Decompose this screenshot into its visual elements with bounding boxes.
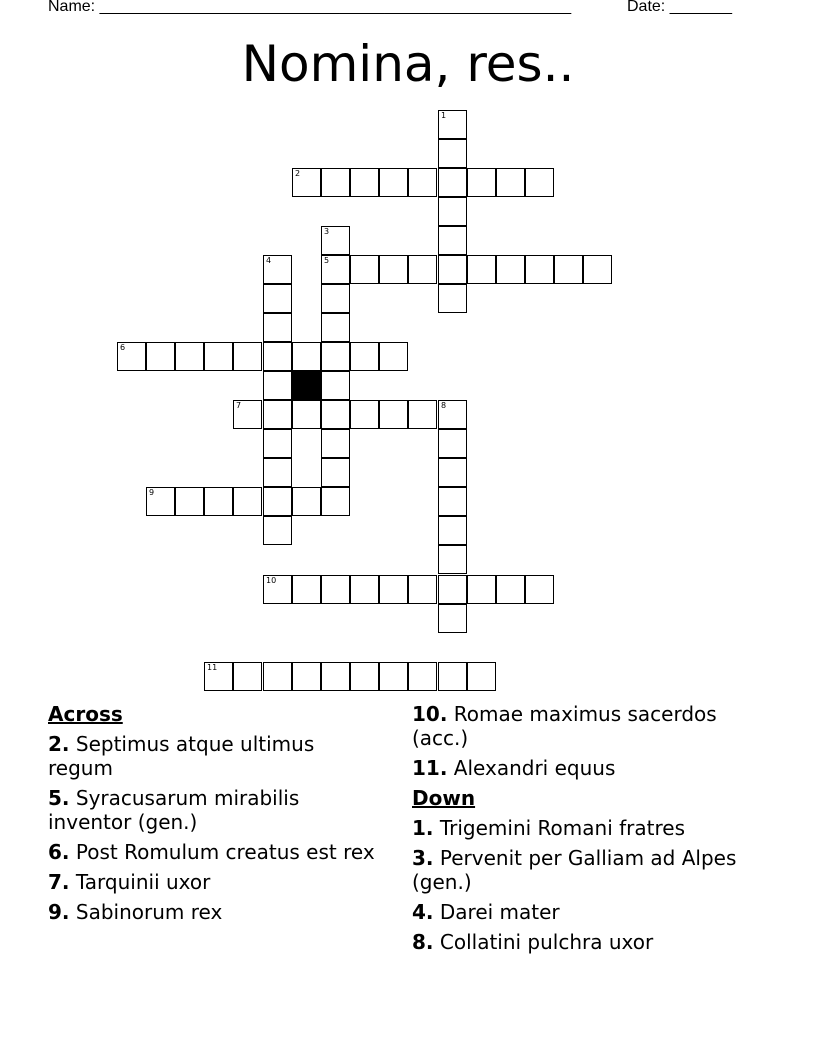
- grid-cell[interactable]: [438, 255, 467, 284]
- grid-cell-5[interactable]: [321, 255, 350, 284]
- grid-cell[interactable]: [379, 342, 408, 371]
- grid-cell[interactable]: [408, 400, 437, 429]
- grid-cell[interactable]: [438, 139, 467, 168]
- grid-cell[interactable]: [438, 604, 467, 633]
- clue-number: 6: [120, 343, 126, 352]
- grid-cell[interactable]: [321, 168, 350, 197]
- grid-cell[interactable]: [496, 255, 525, 284]
- grid-cell[interactable]: [263, 662, 292, 691]
- grid-cell[interactable]: [438, 487, 467, 516]
- grid-block: [292, 371, 321, 400]
- grid-cell[interactable]: [263, 342, 292, 371]
- grid-cell[interactable]: [321, 575, 350, 604]
- clues-column-right: [412, 702, 772, 960]
- grid-cell[interactable]: [467, 662, 496, 691]
- down-heading: Down: [412, 786, 476, 810]
- grid-cell-7[interactable]: [233, 400, 262, 429]
- grid-cell[interactable]: [350, 342, 379, 371]
- grid-cell-2[interactable]: [292, 168, 321, 197]
- grid-cell[interactable]: [321, 371, 350, 400]
- clue-down-4: 4. Darei mater: [412, 900, 560, 924]
- grid-cell-6[interactable]: [117, 342, 146, 371]
- grid-cell[interactable]: [263, 313, 292, 342]
- grid-cell[interactable]: [379, 662, 408, 691]
- grid-cell[interactable]: [321, 284, 350, 313]
- grid-cell[interactable]: [233, 662, 262, 691]
- grid-cell[interactable]: [408, 662, 437, 691]
- grid-cell[interactable]: [438, 516, 467, 545]
- grid-cell[interactable]: [263, 400, 292, 429]
- grid-cell[interactable]: [525, 575, 554, 604]
- clue-down-1: 1. Trigemini Romani fratres: [412, 816, 685, 840]
- grid-cell[interactable]: [175, 487, 204, 516]
- clue-across-11: 11. Alexandri equus: [412, 756, 616, 780]
- grid-cell[interactable]: [321, 487, 350, 516]
- clue-number: 10: [266, 576, 277, 585]
- grid-cell[interactable]: [263, 371, 292, 400]
- grid-cell[interactable]: [321, 458, 350, 487]
- grid-cell[interactable]: [408, 255, 437, 284]
- grid-cell[interactable]: [525, 168, 554, 197]
- grid-cell[interactable]: [379, 400, 408, 429]
- grid-cell[interactable]: [292, 662, 321, 691]
- clue-across-2: 2. Septimus atque ultimus regum: [48, 732, 315, 780]
- grid-cell[interactable]: [438, 226, 467, 255]
- grid-cell[interactable]: [233, 342, 262, 371]
- grid-cell[interactable]: [583, 255, 612, 284]
- grid-cell[interactable]: [321, 662, 350, 691]
- grid-cell[interactable]: [496, 575, 525, 604]
- clue-down-3: 3. Pervenit per Galliam ad Alpes (gen.): [412, 846, 737, 894]
- clue-number: 11: [207, 663, 218, 672]
- grid-cell-10[interactable]: [263, 575, 292, 604]
- grid-cell[interactable]: [263, 429, 292, 458]
- clue-number: 3: [324, 227, 330, 236]
- grid-cell[interactable]: [350, 575, 379, 604]
- clue-down-8: 8. Collatini pulchra uxor: [412, 930, 654, 954]
- clue-number: 1: [441, 111, 447, 120]
- grid-cell[interactable]: [438, 284, 467, 313]
- clue-number: 5: [324, 256, 330, 265]
- grid-cell[interactable]: [263, 284, 292, 313]
- grid-cell[interactable]: [263, 458, 292, 487]
- name-field-label: Name: _____________________________________________________: [48, 0, 572, 15]
- grid-cell[interactable]: [438, 545, 467, 574]
- clue-number: 9: [149, 488, 155, 497]
- clue-across-7: 7. Tarquinii uxor: [48, 870, 211, 894]
- grid-cell[interactable]: [408, 168, 437, 197]
- grid-cell[interactable]: [467, 575, 496, 604]
- grid-cell[interactable]: [321, 429, 350, 458]
- grid-cell-1[interactable]: [438, 110, 467, 139]
- grid-cell[interactable]: [408, 575, 437, 604]
- grid-cell[interactable]: [321, 342, 350, 371]
- grid-cell[interactable]: [350, 662, 379, 691]
- clues-column-left: [48, 702, 378, 930]
- across-heading: Across: [48, 702, 123, 726]
- clue-across-6: 6. Post Romulum creatus est rex: [48, 840, 375, 864]
- grid-cell[interactable]: [350, 255, 379, 284]
- grid-cell[interactable]: [438, 575, 467, 604]
- grid-cell-8[interactable]: [438, 400, 467, 429]
- clue-number: 2: [295, 169, 301, 178]
- grid-cell[interactable]: [263, 487, 292, 516]
- grid-cell[interactable]: [438, 458, 467, 487]
- grid-cell[interactable]: [233, 487, 262, 516]
- grid-cell[interactable]: [204, 342, 233, 371]
- grid-cell[interactable]: [496, 168, 525, 197]
- grid-cell[interactable]: [175, 342, 204, 371]
- grid-cell[interactable]: [204, 487, 233, 516]
- grid-cell-11[interactable]: [204, 662, 233, 691]
- grid-cell[interactable]: [321, 400, 350, 429]
- grid-cell[interactable]: [438, 168, 467, 197]
- grid-cell[interactable]: [292, 487, 321, 516]
- grid-cell[interactable]: [379, 168, 408, 197]
- grid-cell-9[interactable]: [146, 487, 175, 516]
- page-title: Nomina, res..: [241, 35, 575, 93]
- grid-cell[interactable]: [292, 342, 321, 371]
- grid-cell[interactable]: [292, 575, 321, 604]
- grid-cell[interactable]: [146, 342, 175, 371]
- grid-cell[interactable]: [350, 168, 379, 197]
- grid-cell[interactable]: [438, 197, 467, 226]
- clue-across-9: 9. Sabinorum rex: [48, 900, 223, 924]
- grid-cell[interactable]: [438, 662, 467, 691]
- grid-cell-3[interactable]: [321, 226, 350, 255]
- grid-cell[interactable]: [554, 255, 583, 284]
- clue-number: 7: [236, 401, 242, 410]
- grid-cell[interactable]: [379, 575, 408, 604]
- date-field-label: Date: _______: [627, 0, 732, 15]
- grid-cell[interactable]: [321, 313, 350, 342]
- grid-cell[interactable]: [525, 255, 554, 284]
- grid-cell[interactable]: [467, 255, 496, 284]
- grid-cell[interactable]: [467, 168, 496, 197]
- grid-cell[interactable]: [263, 516, 292, 545]
- grid-cell[interactable]: [438, 429, 467, 458]
- grid-cell[interactable]: [379, 255, 408, 284]
- clue-number: 8: [441, 401, 447, 410]
- grid-cell[interactable]: [350, 400, 379, 429]
- clue-across-5: 5. Syracusarum mirabilis inventor (gen.): [48, 786, 300, 834]
- grid-cell[interactable]: [292, 400, 321, 429]
- clue-across-10: 10. Romae maximus sacerdos (acc.): [412, 702, 717, 750]
- grid-cell-4[interactable]: [263, 255, 292, 284]
- clue-number: 4: [266, 256, 272, 265]
